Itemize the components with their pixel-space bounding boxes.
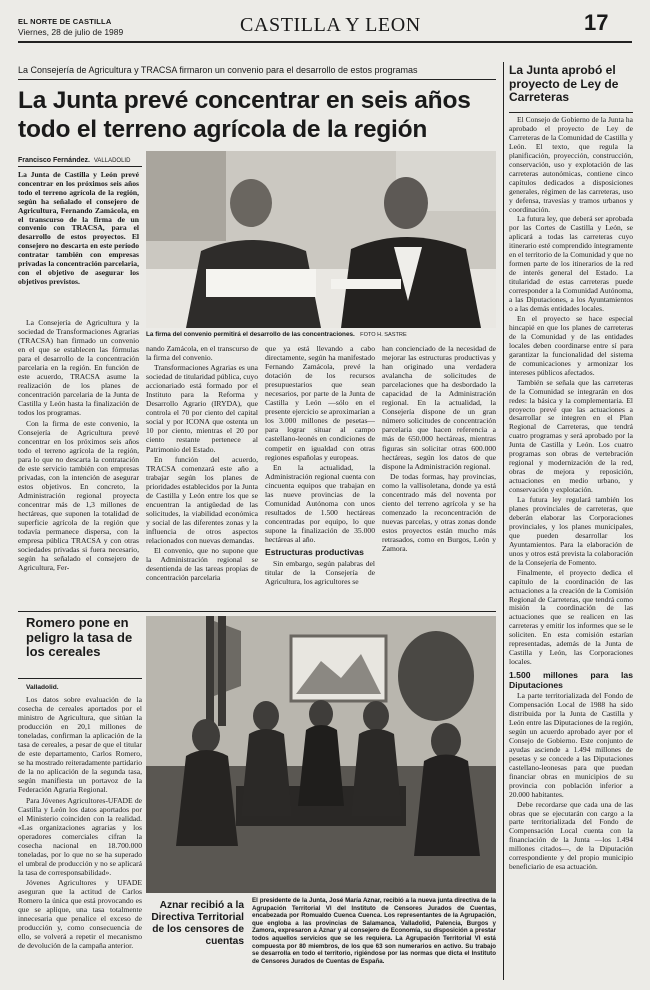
byline-author: Francisco Fernández. <box>18 157 90 164</box>
lower-photo-caption-title: Aznar recibió a la Directiva Territorial de los censores de cuentas <box>151 900 244 947</box>
sidebar-paragraph: También se señala que las carreteras de la Comunidad se integrarán en dos redes: la básica y la complementaria. El proyecto prevé que las actuaciones a desarrollar se integren en el Plan Regional de Carreteras, que tendrá cuatro programas y será aprobado por la Junta de Castilla y León. Los cuatro programas son obras de vertebración regional y modernización de la red, obras de mejora y reposición, actuaciones en medio urbano, y conservación y explotación. <box>509 377 633 495</box>
main-col2-paragraph: El convenio, que no supone que la Administración regional se desentienda de las tareas propias de concentración parcelaria <box>146 546 258 583</box>
main-col1-paragraph: La Consejería de Agricultura y la sociedad de Transformaciones Agrarias (TRACSA) han firmado un convenio en el que se establecen las fórmulas para el desarrollo de la concentración parcelaria en la región. En función de este acuerdo, TRACSA asume la realización de los planes de concentración parcelaria de la Junta de Castilla y León hasta la finalización de todos los programas. <box>18 318 139 418</box>
column-divider <box>503 62 504 980</box>
byline-rule <box>18 166 142 167</box>
main-photo-caption <box>146 331 496 339</box>
lower-photo-caption-text: El presidente de la Junta, José María Aznar, recibió a la nueva junta directiva de la Agrupación Territorial VI del Instituto de Censores Jurados de Cuentas, encabezada por Romualdo Cuenca Cuenca. Los representantes de la Agrupación, que engloba a las provincias de Salamanca, Valladolid, Palencia, Burgos y Zamora, expresaron a Aznar y al consejero de Economía, su disposición a prestar todos aquellos servicios que se les requiera. La Agrupación Territorial VI está compuesta por 80 miembros, de los que 63 son numerarios en activo. Su trabajo se desarrolla en todo el territorio, rigiéndose por las normas que dicta el Instituto de Censores Jurados de Cuentas de España. <box>252 897 496 965</box>
photo-signing-scene <box>146 151 496 328</box>
main-photo <box>146 151 496 328</box>
sidebar-paragraph: Debe recordarse que cada una de las obras que se ejecutarán con cargo a la parte territorializada del Fondo de Compensación Local cuenta con la financiación de la Junta —los 1.494 millones citados—, de la Diputación correspondiente y del propio municipio beneficiario de esa actuación. <box>509 799 633 872</box>
main-kicker: La Consejería de Agricultura y TRACSA firmaron un convenio para el desarrollo de estos programas <box>18 65 418 75</box>
main-lead <box>18 171 139 306</box>
main-col2-paragraph: En función del acuerdo, TRACSA comenzará este año a trabajar según los planes de prioridades establecidos por la Junta de Castilla y León entre los que se encuentran la antigüedad de las solicitudes, la viabilidad económica y social de las diferentes zonas y la influencia de otros aspectos relacionados con nuevas demandas. <box>146 454 258 545</box>
lower-left-rule <box>18 678 142 679</box>
photo-caption-text: La firma del convenio permitirá el desarrollo de las concentraciones. <box>146 331 355 338</box>
main-col-2 <box>146 344 258 608</box>
masthead-rule <box>18 41 632 43</box>
byline-place: VALLADOLID <box>93 158 131 164</box>
photo-credit: FOTO H. SASTRE <box>360 332 407 338</box>
main-col2-paragraph: Transformaciones Agrarias es una sociedad de titularidad pública, cuyo accionariado está formado por el Instituto para la Reforma y Desarrollo Agrario (IRYDA), que controla el 70 por ciento del capital social y por ICONA que ostenta un 10 por ciento, mientras el 20 por ciento restante pertenece al Patrimonio del Estado. <box>146 363 258 454</box>
lower-left-paragraph: Jóvenes Agricultores y UFADE aseguran que la actitud de Carlos Romero la única que está provocando es que se aplique, una tasa totalmente innecesaria que penalice el exceso de producción y, como consecuencia de ello, se volverá a repetir el mecanismo de devolución de la campaña anterior. <box>18 877 142 951</box>
sidebar-headline-rule <box>509 112 633 113</box>
main-col-3 <box>265 344 375 608</box>
sidebar-paragraph: La futura ley, que deberá ser aprobada por las Cortes de Castilla y León, se aplicará a todas las carreteras cuyo itinerario esté comprendido íntegramente en el territorio de la Comunidad y que no formen parte de los itinerarios de la red de interés general del Estado. La titularidad de estas carreteras puede corresponder a la Comunidad Autónoma, a las Diputaciones, a los Ayuntamientos o a las demás entidades locales. <box>509 214 633 314</box>
sidebar-paragraph: El Consejo de Gobierno de la Junta ha aprobado el proyecto de Ley de Carreteras de la Comunidad de Castilla y León. El texto, que regula la planificación, proyección, construcción, conservación, uso y explotación de las carreteras autonómicas, contiene cinco capítulos dedicados a disposiciones generales, régimen de las carreteras, uso y defensa, travesías y tramos urbanos y coordinación. <box>509 116 633 214</box>
sidebar-paragraph: La futura ley regulará también los planes provinciales de carreteras, que deberán elaborar las Corporaciones provinciales, y los planes municipales, que pueden desarrollar los Ayuntamientos. Para la elaboración de unos y otros está prevista la colaboración de la Consejería de Fomento. <box>509 495 633 567</box>
section-title: CASTILLA Y LEON <box>240 14 421 36</box>
main-col3-paragraph: En la actualidad, la Administración regional cuenta con cincuenta equipos que trabajan en las nueve provincias de la Comunidad Autónoma con unos resultados de 1.500 hectáreas concentradas por equipo, lo que supone la finalización de 35.000 hectáreas al año. <box>265 462 375 544</box>
lead-paragraph: La Junta de Castilla y León prevé concentrar en los próximos seis años todo el terreno agrícola de la región, según ha señalado el consejero de Agricultura, Fernando Zamácola, en el transcurso de la firma de un convenio con TRACSA, para el desarrollo de estos proyectos. El consejero no descarta en este período contratar también con empresas privadas la concentración parcelaria, con el objetivo de asegurar los objetivos previstos. <box>18 171 139 286</box>
lower-left-place: Valladolid. <box>26 684 59 691</box>
sidebar-paragraph: La parte territorializada del Fondo de Compensación Local de 1988 ha sido distribuida por la Junta de Castilla y León entre las Diputaciones de la región, según un acuerdo aprobado ayer por el Consejo de Gobierno. Este conjunto de ayudas asciende a 1.494 millones de pesetas y se concede a las Diputaciones castellano-leonesas para que puedan financiar obras en municipios de su provincia con población inferior a 20.000 habitantes. <box>509 691 633 799</box>
main-col3-subhead: Estructuras productivas <box>265 547 364 558</box>
lower-left-paragraph: Los datos sobre evaluación de la cosecha de cereales aportados por el ministro de Agricultura, que sitúan la producción en 20,1 millones de toneladas, confirman la aplicación de la tasa de cereales, a pesar de que el titular de este departamento, Carlos Romero, se ha mostrado reiteradamente partidario de la no aplicación de la segunda tasa, según manifiesta un portavoz de la Federación Agraria Regional. <box>18 695 142 795</box>
main-col2-paragraph: nando Zamácola, en el transcurso de la firma del convenio. <box>146 344 258 363</box>
sidebar-paragraph: Finalmente, el proyecto dedica el capítulo de la coordinación de las actuaciones a la creación de la Comisión Regional de Carreteras, que tendrá como misión la coordinación de las actuaciones que se realicen en las carreteras y emitir los informes que se le soliciten. En esta comisión estarían representadas, además de la Junta de Castilla y León, las Corporaciones locales. <box>509 567 633 667</box>
main-col3-paragraph: Sin embargo, según palabras del titular de la Consejería de Agricultura, los agricultores se <box>265 559 375 587</box>
sidebar-body <box>509 116 633 980</box>
main-col4-paragraph: han concienciado de la necesidad de mejorar las estructuras productivas y han originado una verdadera avalancha de solicitudes de parcelaciones que ha desbordado la capacidad de la Administración regional. En la actualidad, la Consejería dispone de un gran número solicitudes de concentración parcelaria que hacen referencia a más de 650.000 hectáreas, mientras figuras sin solicitar otras 600.000 hectáreas, según los datos de que dispone la Administración regional. <box>382 344 496 471</box>
lower-left-paragraph: Para Jóvenes Agricultores-UFADE de Castilla y León los datos aportados por el Ministerio coinciden con la realidad. «Las organizaciones agrarias y los operadores comerciales cifran la cosecha nacional en 18.700.000 toneladas, por lo que no se ha superado el umbral de producción y no se aplicará la tasa de corresponsabilidad». <box>18 795 142 877</box>
lower-left-body <box>18 695 142 985</box>
sidebar-paragraph: En el proyecto se hace especial hincapié en que los planes de carreteras de la Comunidad y de las entidades locales deben coordinarse entre sí para garantizar la funcionalidad del sistema de comunicaciones y armonizar los intereses públicos afectados. <box>509 313 633 377</box>
sidebar-subhead: 1.500 millones para las Diputaciones <box>509 670 633 691</box>
lower-left-headline: Romero pone en peligro la tasa de los cereales <box>26 615 133 659</box>
sidebar-headline: La Junta aprobó el proyecto de Ley de Carreteras <box>509 63 619 104</box>
lower-photo <box>146 616 496 893</box>
main-headline: La Junta prevé concentrar en seis años todo el terreno agrícola de la región <box>18 87 471 143</box>
masthead-paper: EL NORTE DE CASTILLA <box>18 17 112 26</box>
main-col1-paragraph: Con la firma de este convenio, la Consejería de Agricultura prevé concentrar en los próximos seis años todo el terreno agrícola de la región, para lo que no descarta la contratación de este servicio también con empresas privadas, con la intención de asegurar estos objetivos. En concreto, la Administración regional proyecta concentrar más de 1,3 millones de hectáreas, que suponen la totalidad de superficie agrícola de la región que todavía permanece dispersa, con la empresa pública TRACSA y con otras sociedades privadas si fuera necesario, según ha señalado el consejero de Agricultura, Fer- <box>18 418 139 573</box>
main-col4-paragraph: De todas formas, hay provincias, como la vallisoletana, donde ya está concentrado más del noventa por ciento del terreno agrícola y se ha comenzado la reconcentración de nuevas parcelas, y otras zonas donde estos proyectos están mucho más retrasados, como en Burgos, León y Zamora. <box>382 471 496 554</box>
main-col-4 <box>382 344 496 608</box>
section-divider <box>18 611 496 612</box>
photo-meeting-scene <box>146 616 496 893</box>
main-col3-paragraph: que ya está llevando a cabo directamente, según ha manifestado Fernando Zamácola, prevé la dotación de los recursos presupuestarios que sean necesarios, por parte de la Junta de Castilla y León —sólo en el presente ejercicio se aproximarían a los 3.000 millones de pesetas— para lograr situar al campo castellano-leonés en condiciones de competir en igualdad con otras regiones españolas y europeas. <box>265 344 375 462</box>
masthead-date: Viernes, 28 de julio de 1989 <box>18 27 124 37</box>
byline <box>18 157 130 164</box>
page-number: 17 <box>584 10 609 35</box>
kicker-rule <box>18 79 496 80</box>
main-col-1 <box>18 318 139 608</box>
